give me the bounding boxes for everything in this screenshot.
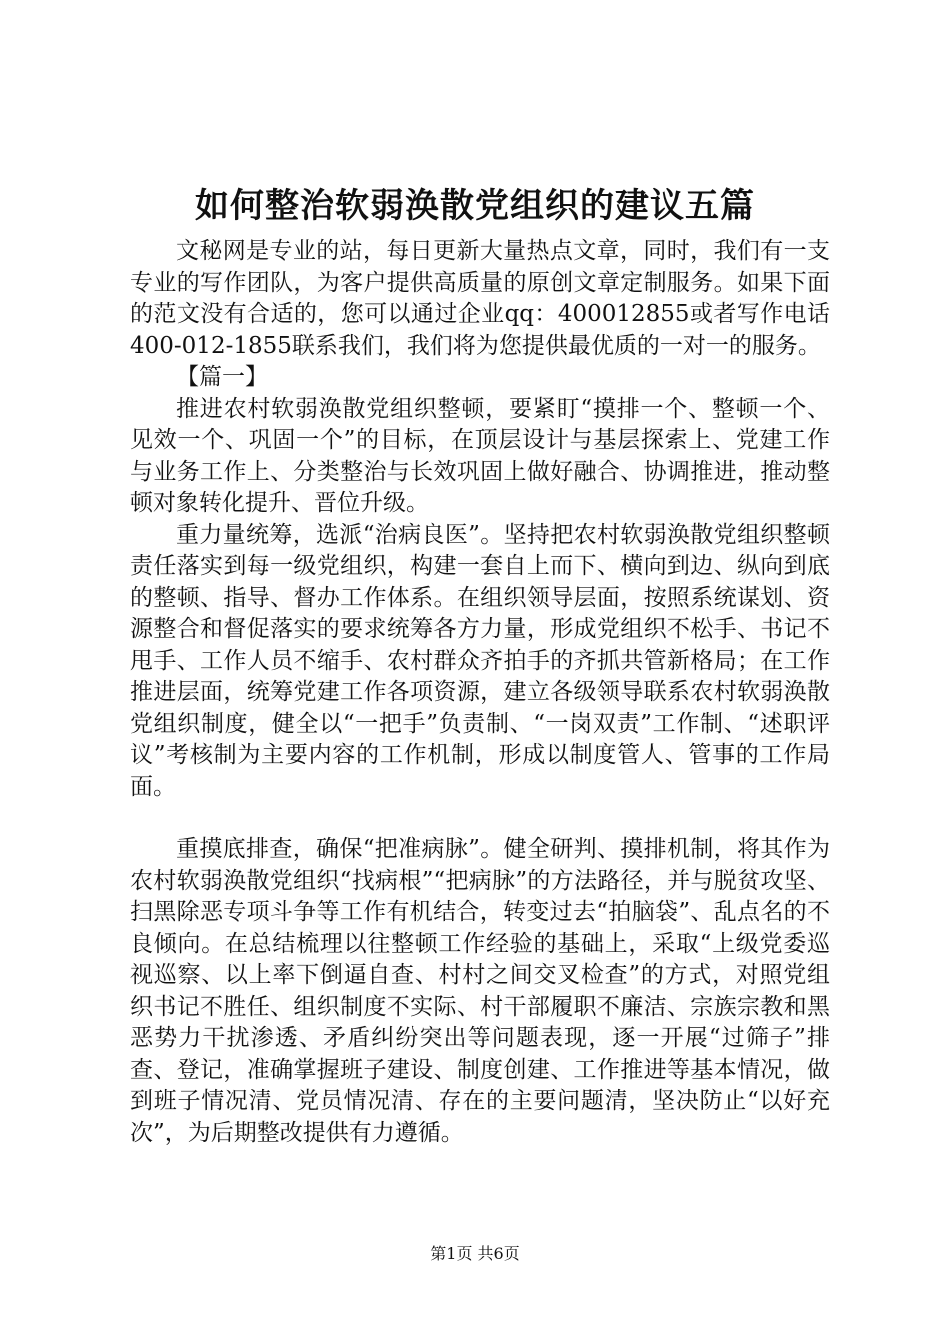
- page-footer: 第1页 共6页: [430, 1244, 520, 1263]
- document-title: 如何整治软弱涣散党组织的建议五篇: [195, 186, 755, 226]
- body-paragraph: 重摸底排查，确保“把准病脉”。健全研判、摸排机制，将其作为农村软弱涣散党组织“找病根”“把病脉”的方法路径，并与脱贫攻坚、扫黑除恶专项斗争等工作有机结合，转变过去“拍脑袋”、乱点名的不良倾向。在总结梳理以往整顿工作经验的基础上，采取“上级党委巡视巡察、以上率下倒逼自查、村村之间交叉检查”的方式，对照党组织书记不胜任、组织制度不实际、村干部履职不廉洁、宗族宗教和黑恶势力干扰渗透、矛盾纠纷突出等问题表现，逐一开展“过筛子”排查、登记，准确掌握班子建设、制度创建、工作推进等基本情况，做到班子情况清、党员情况清、存在的主要问题清，坚决防止“以好充次”，为后期整改提供有力遵循。: [130, 836, 830, 1146]
- document-body: [130, 236, 830, 1149]
- body-paragraph: 重力量统筹，选派“治病良医”。坚持把农村软弱涣散党组织整顿责任落实到每一级党组织，构建一套自上而下、横向到边、纵向到底的整顿、指导、督办工作体系。在组织领导层面，按照系统谋划、资源整合和督促落实的要求统筹各方力量，形成党组织不松手、书记不甩手、工作人员不缩手、农村群众齐拍手的齐抓共管新格局；在工作推进层面，统筹党建工作各项资源，建立各级领导联系农村软弱涣散党组织制度，健全以“一把手”负责制、“一岗双责”工作制、“述职评议”考核制为主要内容的工作机制，形成以制度管人、管事的工作局面。: [130, 521, 830, 800]
- body-paragraph: 推进农村软弱涣散党组织整顿，要紧盯“摸排一个、整顿一个、见效一个、巩固一个”的目标，在顶层设计与基层探索上、党建工作与业务工作上、分类整治与长效巩固上做好融合、协调推进，推动整顿对象转化提升、晋位升级。: [130, 395, 830, 516]
- section-heading: 【篇一】: [176, 364, 268, 390]
- intro-paragraph: 文秘网是专业的站，每日更新大量热点文章，同时，我们有一支专业的写作团队，为客户提供高质量的原创文章定制服务。如果下面的范文没有合适的，您可以通过企业qq：400012855或者写作电话400-012-1855联系我们，我们将为您提供最优质的一对一的服务。: [130, 238, 830, 359]
